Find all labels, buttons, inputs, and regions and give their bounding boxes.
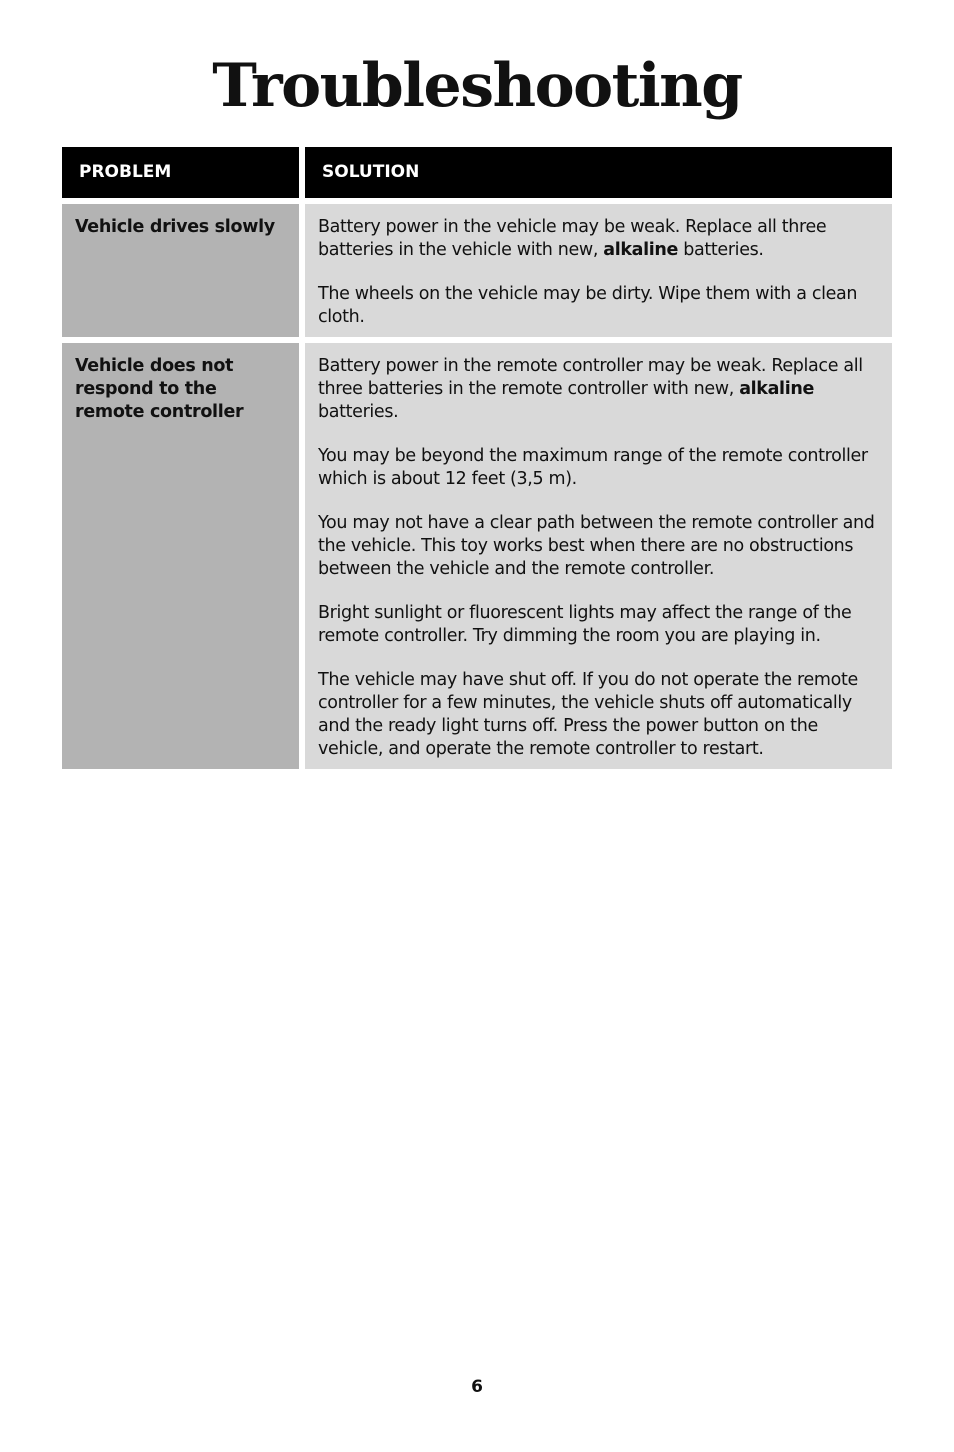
troubleshooting-table bbox=[62, 147, 892, 775]
page-title: Troubleshooting bbox=[212, 51, 742, 121]
solution-text: You may not have a clear path between the remote controller and the vehicle. This toy works best when there are no obstructions between the vehicle and the remote controller. bbox=[318, 513, 875, 579]
solution-paragraph bbox=[318, 283, 882, 329]
solution-column-header: SOLUTION bbox=[305, 147, 892, 198]
solution-text: batteries. bbox=[678, 240, 764, 260]
solution-text: Battery power in the remote controller may be weak. Replace all three batteries in the remote controller with new, bbox=[318, 356, 863, 399]
problem-cell: Vehicle does not respond to the remote controller bbox=[62, 343, 299, 769]
solution-emphasis: alkaline bbox=[603, 240, 679, 260]
solution-paragraph bbox=[318, 445, 882, 491]
solution-text: batteries. bbox=[318, 402, 399, 422]
solution-paragraph bbox=[318, 355, 882, 424]
solution-paragraph bbox=[318, 669, 882, 761]
solution-paragraph bbox=[318, 512, 882, 581]
problem-cell: Vehicle drives slowly bbox=[62, 204, 299, 337]
solution-text: You may be beyond the maximum range of the remote controller which is about 12 feet (3,5 m). bbox=[318, 446, 868, 489]
solution-text: The vehicle may have shut off. If you do not operate the remote controller for a few minutes, the vehicle shuts off automatically and the ready light turns off. Press the power button on the vehicle, and operate the remote controller to restart. bbox=[318, 670, 858, 759]
solution-text: Battery power in the vehicle may be weak. Replace all three batteries in the vehicle with new, bbox=[318, 217, 827, 260]
solution-text: The wheels on the vehicle may be dirty. Wipe them with a clean cloth. bbox=[318, 284, 858, 327]
table-row bbox=[62, 204, 892, 337]
table-row bbox=[62, 343, 892, 769]
solution-paragraph bbox=[318, 216, 882, 262]
page-number: 6 bbox=[471, 1377, 483, 1397]
solution-text: Bright sunlight or fluorescent lights may affect the range of the remote controller. Try dimming the room you are playing in. bbox=[318, 603, 852, 646]
problem-column-header: PROBLEM bbox=[62, 147, 299, 198]
solution-cell bbox=[305, 343, 892, 769]
table-header-row bbox=[62, 147, 892, 198]
solution-paragraph bbox=[318, 602, 882, 648]
solution-emphasis: alkaline bbox=[739, 379, 814, 399]
solution-cell bbox=[305, 204, 892, 337]
